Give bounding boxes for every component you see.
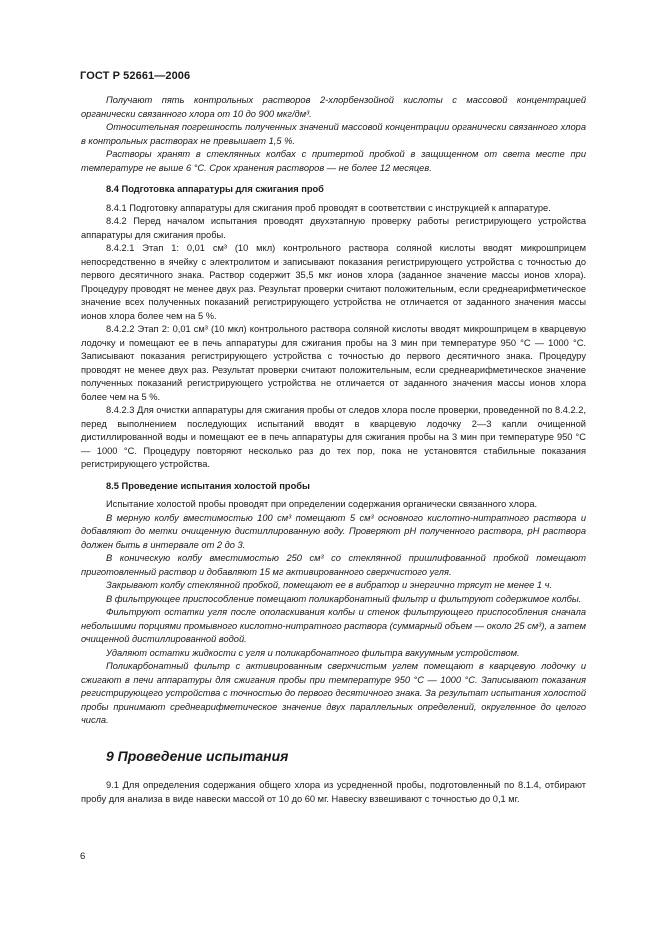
paragraph: 8.4.2.1 Этап 1: 0,01 см³ (10 мкл) контрольного раствора соляной кислоты вводят микрошприцем непосредственно в ячейку с электролитом и записывают показания регистрирующего устройства с точностью до первого десятичного знака. Раствор содержит 35,5 мкг ионов хлора (заданное значение массы ионов хлора). Процедуру проводят не менее двух раз. Результат проверки считают положительным, если среднеарифметическое значение всех полученных показаний регистрирующего устройства не отличается от заданного значения массы ионов хлора более чем на 5 %.: [81, 243, 586, 321]
paragraph: Поликарбонатный фильтр с активированным сверхчистым углем помещают в кварцевую лодочку и сжигают в печи аппаратуры для сжигания пробы при температуре 950 °С — 1000 °С. Записывают показания регистрирующего устройства с точностью до первого десятичного знака. За результат испытания холостой пробы принимают среднеарифметическое значение двух параллельных определений, округленное до целого числа.: [81, 661, 586, 725]
paragraph: Получают пять контрольных растворов 2-хлорбензойной кислоты с массовой концентрацией органически связанного хлора от 10 до 900 мкг/дм³.: [81, 95, 586, 119]
paragraph: 8.4.2 Перед началом испытания проводят двухэтапную проверку работы регистрирующего устройства аппаратуры для сжигания пробы.: [81, 216, 586, 240]
subsection-heading: 8.4 Подготовка аппаратуры для сжигания проб: [106, 184, 324, 194]
paragraph: 8.4.1 Подготовку аппаратуры для сжигания проб проводят в соответствии с инструкцией к аппаратуре.: [106, 202, 551, 213]
section-heading: 9 Проведение испытания: [106, 747, 289, 764]
document-header: ГОСТ Р 52661—2006: [80, 70, 191, 82]
paragraph: Испытание холостой пробы проводят при определении содержания органически связанного хлора.: [106, 499, 538, 509]
page-content: [81, 94, 586, 806]
paragraph: 8.4.2.3 Для очистки аппаратуры для сжигания пробы от следов хлора после проверки, проведенной по 8.4.2.2, перед выполнением последующих испытаний вводят в кварцевую лодочку 2—3 капли очищенной дистиллированной воды и помещают ее в печь аппаратуры для сжигания пробы на 3 мин при температуре 950 °С — 1000 °С. Процедуру повторяют несколько раз до тех пор, пока не установятся стабильные показания регистрирующего устройства.: [81, 405, 586, 469]
paragraph: 8.4.2.2 Этап 2: 0,01 см³ (10 мкл) контрольного раствора соляной кислоты вводят микрошприцем в кварцевую лодочку и помещают ее в печь аппаратуры для сжигания пробы на 3 мин при температуре 950 °С — 1000 °С. Записывают показания регистрирующего устройства с точностью до первого десятичного знака. Процедуру проводят не менее двух раз. Результат проверки считают положительным, если среднеарифметическое значение полученных показаний регистрирующего устройства не отличается от заданного значения массы ионов хлора более чем на 5 %.: [81, 324, 586, 402]
paragraph: В фильтрующее приспособление помещают поликарбонатный фильтр и фильтруют содержимое колбы.: [106, 593, 582, 604]
paragraph: В мерную колбу вместимостью 100 см³ помещают 5 см³ основного кислотно-нитратного раствора и добавляют до метки очищенную дистиллированную воду. Проверяют рН полученного раствора, рН раствора должен быть в интервале от 2 до 3.: [81, 512, 586, 550]
paragraph: 9.1 Для определения содержания общего хлора из усредненной пробы, подготовленный по 8.1.4, отбирают пробу для анализа в виде навески массой от 10 до 60 мг. Навеску взвешивают с точностью до 0,1 мг.: [81, 780, 586, 804]
paragraph: В коническую колбу вместимостью 250 см³ со стеклянной пришлифованной пробкой помещают приготовленный раствор и добавляют 15 мг активированного сверхчистого угля.: [81, 553, 586, 577]
paragraph: Относительная погрешность полученных значений массовой концентрации органически связанного хлора в контрольных растворах не превышает 1,5 %.: [81, 122, 586, 146]
paragraph: Растворы хранят в стеклянных колбах с притертой пробкой в защищенном от света месте при температуре не выше 6 °С. Срок хранения растворов — не более 12 месяцев.: [81, 149, 586, 173]
page-number: 6: [80, 851, 86, 862]
paragraph: Закрывают колбу стеклянной пробкой, помещают ее в вибратор и энергично трясут не менее 1 ч.: [106, 580, 553, 590]
paragraph: Удаляют остатки жидкости с угля и поликарбонатного фильтра вакуумным устройством.: [106, 647, 520, 658]
subsection-heading: 8.5 Проведение испытания холостой пробы: [106, 480, 310, 491]
paragraph: Фильтруют остатки угля после ополаскивания колбы и стенок фильтрующего приспособления сначала небольшими порциями промывного кислотно-нитратного раствора (суммарный объем — около 25 см³), а затем очищенной дистиллированной водой.: [81, 607, 586, 644]
